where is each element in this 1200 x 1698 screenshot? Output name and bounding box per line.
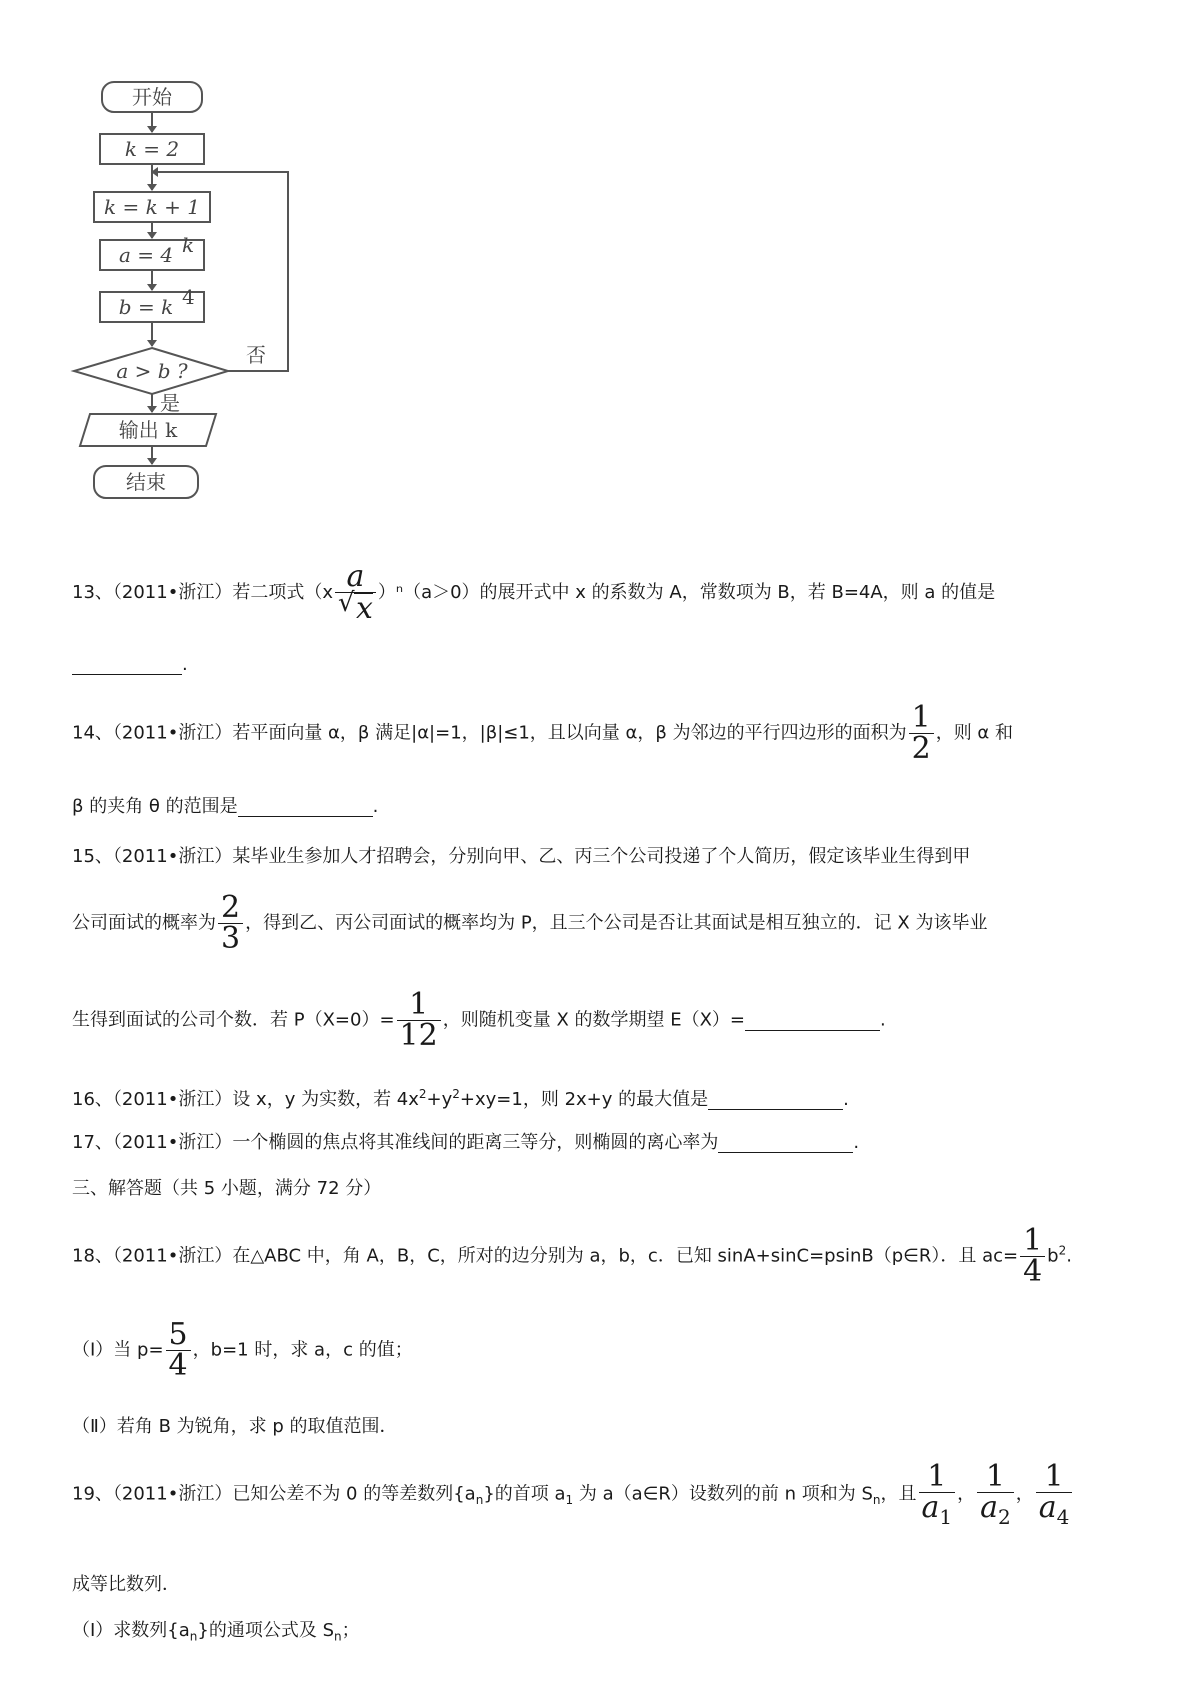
flowchart-step2-label: a = 4: [118, 243, 174, 267]
q18-fraction: $\frac{1}{4}$: [1020, 1226, 1045, 1287]
flowchart-step2-exponent: k: [182, 233, 195, 257]
flowchart-decision-label: a > b ?: [116, 359, 188, 383]
q18-part1-fraction: $\frac{5}{4}$: [166, 1320, 191, 1381]
q19-fraction-2: $\frac{1}{a_2}$: [977, 1462, 1014, 1527]
section-heading: 三、解答题（共 5 小题，满分 72 分）: [72, 1178, 382, 1199]
question-18-part1: （Ⅰ）当 p= $\frac{5}{4}$ ，b=1 时，求 a，c 的值；: [72, 1317, 413, 1383]
question-13-answer: .: [72, 656, 188, 675]
q13-answer-blank[interactable]: [72, 656, 182, 675]
q16-answer-blank[interactable]: [708, 1091, 843, 1110]
q15-fraction-2: $\frac{1}{12}$: [397, 990, 441, 1051]
q14-fraction: $\frac{1}{2}$: [909, 703, 934, 764]
q17-answer-blank[interactable]: [718, 1134, 853, 1153]
question-19-part1: （Ⅰ）求数列$\{a_n\}$的通项公式及 $S_n$；: [72, 1620, 360, 1644]
q15-answer-blank[interactable]: [745, 1012, 880, 1031]
question-14-line2: β 的夹角 θ 的范围是 .: [72, 796, 379, 817]
q15-fraction-1: $\frac{2}{3}$: [218, 893, 243, 954]
question-19-line2: 成等比数列．: [72, 1574, 180, 1595]
question-15-line3: 生得到面试的公司个数．若 P（X=0）= $\frac{1}{12}$ ，则随机变量 X 的数学期望 E（X）= .: [72, 987, 886, 1053]
q14-answer-blank[interactable]: [238, 798, 373, 817]
flowchart-step3-label: b = k: [118, 295, 174, 319]
q19-fraction-3: $\frac{1}{a_4}$: [1036, 1462, 1073, 1527]
flowchart-no-label: 否: [246, 343, 266, 367]
question-18: 18、（2011•浙江）在△ABC 中，角 A，B，C，所对的边分别为 a，b，c．已知 sinA+sinC=psinB（p∈R）．且 ac= $\frac{1}{4}$ $b^2$.: [72, 1223, 1072, 1289]
question-16: 16、（2011•浙江）设 x，y 为实数，若 $4x^2+y^2+xy=1$，则 2x+y 的最大值是 .: [72, 1087, 849, 1110]
flowchart-yes-label: 是: [160, 391, 180, 415]
flowchart: [60, 80, 320, 550]
question-18-part2: （Ⅱ）若角 B 为锐角，求 p 的取值范围．: [72, 1416, 398, 1437]
flowchart-end-label: 结束: [126, 470, 166, 494]
flowchart-step3-exponent: 4: [182, 285, 195, 309]
flowchart-output-label: 输出 k: [118, 418, 178, 442]
question-14: 14、（2011•浙江）若平面向量 α，β 满足|α|=1，|β|≤1，且以向量 α，β 为邻边的平行四边形的面积为 $\frac{1}{2}$ ，则 α 和: [72, 700, 1014, 766]
q19-fraction-1: $\frac{1}{a_1}$: [919, 1462, 956, 1527]
flowchart-step1-label: k = k + 1: [104, 195, 200, 219]
question-17: 17、（2011•浙江）一个椭圆的焦点将其准线间的距离三等分，则椭圆的离心率为 .: [72, 1132, 860, 1153]
question-13: 13、（2011•浙江）若二项式（x a √ x ）ⁿ（a＞0）的展开式中 x 的系数为 A，常数项为 B，若 B=4A，则 a 的值是: [72, 562, 995, 624]
question-19: 19、（2011•浙江）已知公差不为 0 的等差数列$\{a_n\}$的首项 $a_1$ 为 a（a∈R）设数列的前 n 项和为 $S_n$，且 $\frac{1}{a_1}$ ， $\frac{1}{a_2}$ ， $\frac{1}{a_4}$: [72, 1462, 1074, 1527]
q13-fraction: a √ x: [335, 562, 376, 624]
question-15: 15、（2011•浙江）某毕业生参加人才招聘会，分别向甲、乙、丙三个公司投递了个人简历，假定该毕业生得到甲: [72, 846, 971, 867]
flowchart-init-label: k = 2: [124, 137, 180, 161]
question-15-line2: 公司面试的概率为 $\frac{2}{3}$ ，得到乙、丙公司面试的概率均为 P，且三个公司是否让其面试是相互独立的．记 X 为该毕业: [72, 890, 988, 956]
flowchart-start-label: 开始: [132, 85, 172, 109]
